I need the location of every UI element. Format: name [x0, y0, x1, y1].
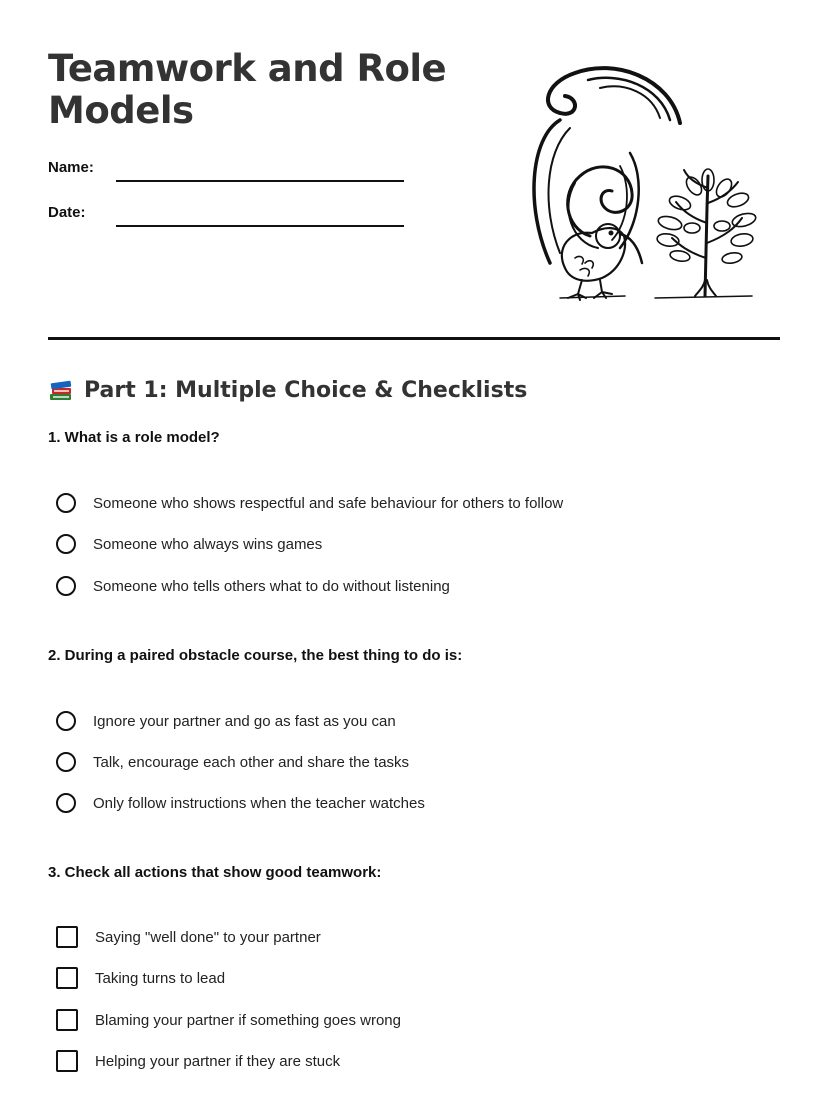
radio-button[interactable] [56, 711, 76, 731]
question-3-option-4[interactable] [56, 1048, 340, 1074]
radio-button[interactable] [56, 793, 76, 813]
question-3-option-2[interactable] [56, 965, 225, 991]
worksheet-title: Teamwork and Role Models [48, 47, 447, 132]
radio-button[interactable] [56, 493, 76, 513]
checkbox[interactable] [56, 926, 78, 948]
question-3-prompt: 3. Check all actions that show good teamwork: [48, 864, 382, 881]
radio-button[interactable] [56, 534, 76, 554]
question-2-option-3[interactable] [56, 790, 425, 816]
date-label: Date: [48, 204, 86, 221]
date-field [48, 204, 408, 228]
option-label: Only follow instructions when the teacher watches [93, 794, 425, 812]
kiwi-bird-and-tree-illustration [520, 58, 770, 308]
radio-button[interactable] [56, 752, 76, 772]
option-label: Saying "well done" to your partner [95, 928, 321, 946]
option-label: Someone who always wins games [93, 535, 323, 553]
radio-button[interactable] [56, 576, 76, 596]
question-1-prompt: 1. What is a role model? [48, 429, 220, 446]
name-line [116, 180, 404, 182]
name-label: Name: [48, 159, 94, 176]
part-1-title: Part 1: Multiple Choice & Checklists [84, 377, 528, 403]
checkbox[interactable] [56, 1050, 78, 1072]
option-label: Someone who shows respectful and safe behaviour for others to follow [93, 494, 564, 512]
books-icon [48, 377, 74, 403]
option-label: Talk, encourage each other and share the tasks [93, 753, 410, 771]
question-2-option-2[interactable] [56, 749, 409, 775]
name-field [48, 159, 408, 183]
date-line [116, 225, 404, 227]
part-1-heading [48, 374, 527, 406]
question-1-option-1[interactable] [56, 490, 563, 516]
checkbox[interactable] [56, 967, 78, 989]
checkbox[interactable] [56, 1009, 78, 1031]
question-3-option-1[interactable] [56, 924, 321, 950]
section-divider [48, 337, 780, 340]
option-label: Someone who tells others what to do without listening [93, 577, 450, 595]
question-3-option-3[interactable] [56, 1007, 401, 1033]
question-2-prompt: 2. During a paired obstacle course, the best thing to do is: [48, 647, 463, 664]
option-label: Ignore your partner and go as fast as you can [93, 712, 396, 730]
question-2-option-1[interactable] [56, 708, 396, 734]
option-label: Blaming your partner if something goes wrong [95, 1011, 401, 1029]
option-label: Helping your partner if they are stuck [95, 1052, 341, 1070]
question-1-option-3[interactable] [56, 573, 450, 599]
question-1-option-2[interactable] [56, 531, 322, 557]
option-label: Taking turns to lead [95, 969, 226, 987]
